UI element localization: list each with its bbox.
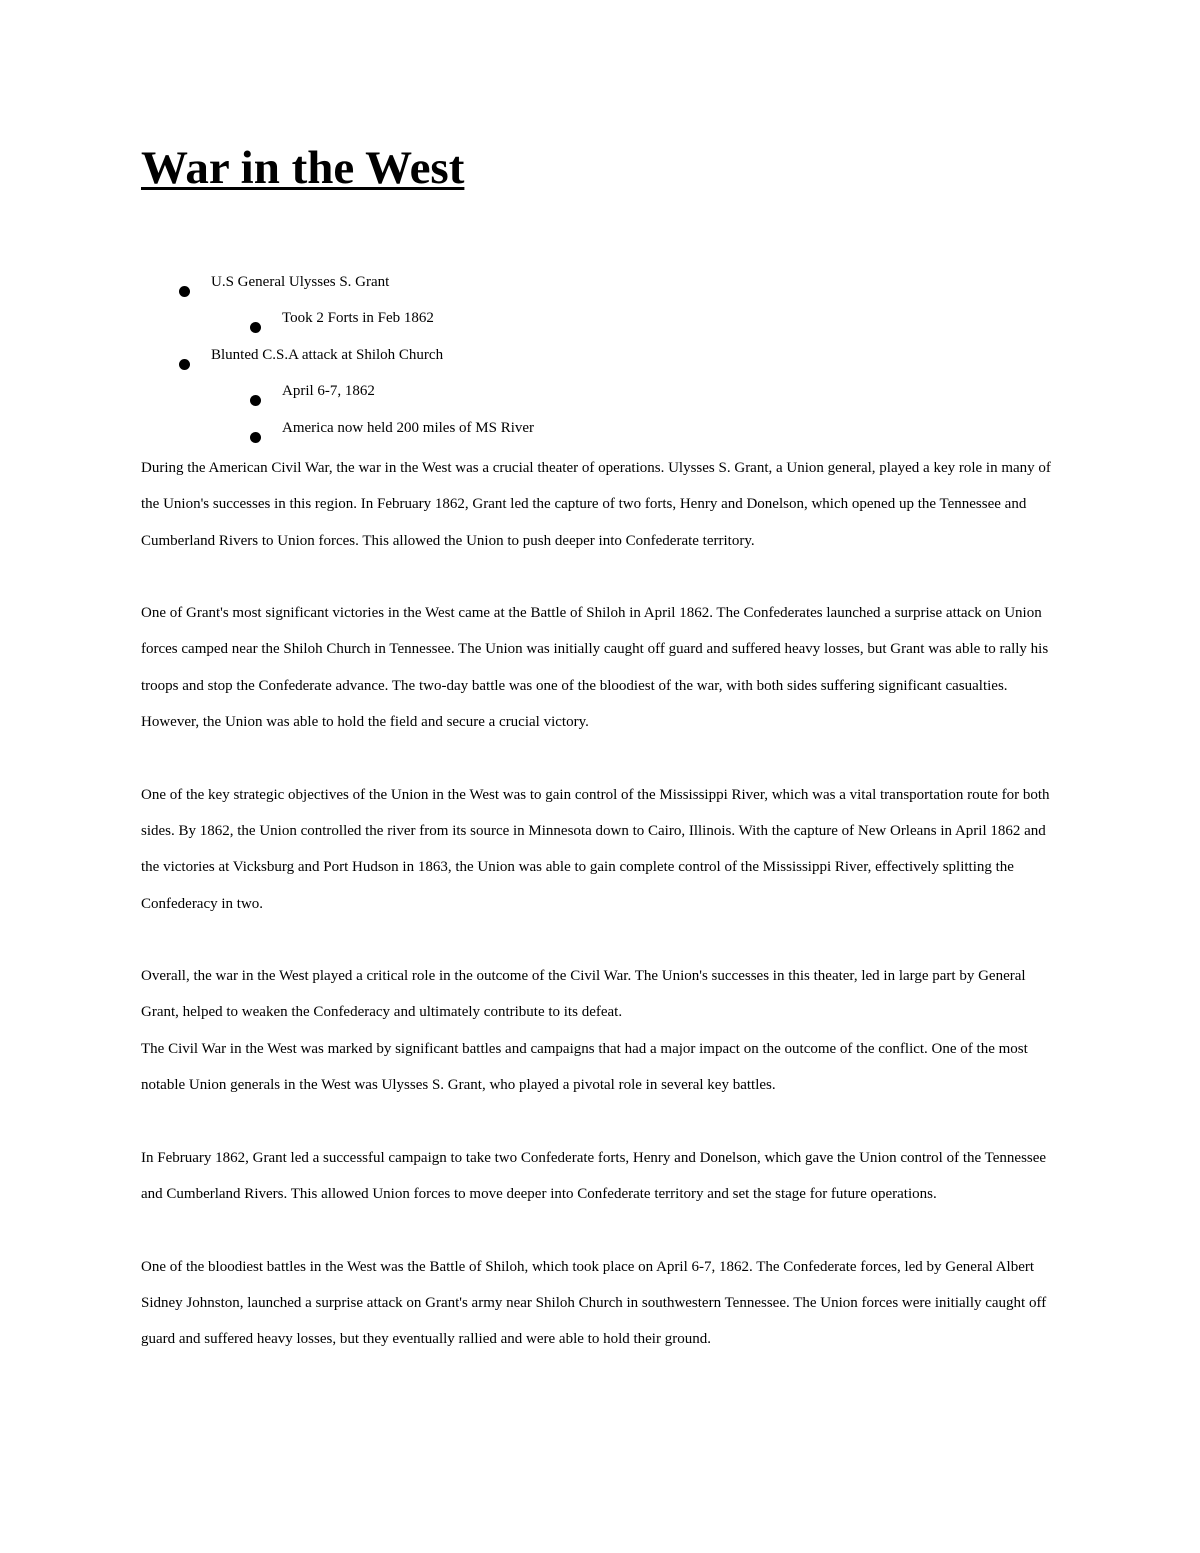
bullet-icon [250, 395, 261, 406]
list-item [141, 304, 1061, 340]
page-title: War in the West [141, 142, 465, 194]
list-item-text: America now held 200 miles of MS River [282, 419, 535, 436]
bullet-icon [179, 286, 190, 297]
list-item-text: April 6-7, 1862 [282, 383, 375, 400]
list-item [141, 414, 1061, 450]
paragraph: One of the bloodiest battles in the West was the Battle of Shiloh, which took place on April 6-7, 1862. The Confederate forces, led by General Albert Sidney Johnston, launched a surprise attack on Grant's army near Shiloh Church in southwestern Tennessee. The Union forces were initially caught off guard and suffered heavy losses, but they eventually rallied and were able to hold their ground. [141, 1258, 1047, 1348]
paragraph: One of the key strategic objectives of the Union in the West was to gain control of the Mississippi River, which was a vital transportation route for both sides. By 1862, the Union controlled the river from its source in Minnesota down to Cairo, Illinois. With the capture of New Orleans in April 1862 and the victories at Vicksburg and Port Hudson in 1863, the Union was able to gain complete control of the Mississippi River, effectively splitting the Confederacy in two. [141, 786, 1050, 912]
list-item [141, 377, 1061, 413]
bullet-icon [250, 322, 261, 333]
paragraph: Overall, the war in the West played a critical role in the outcome of the Civil War. The Union's successes in this theater, led in large part by General Grant, helped to weaken the Confederacy and ultimately contribute to its defeat. [141, 968, 1026, 1021]
paragraph: In February 1862, Grant led a successful campaign to take two Confederate forts, Henry and Donelson, which gave the Union control of the Tennessee and Cumberland Rivers. This allowed Union forces to move deeper into Confederate territory and set the stage for future operations. [141, 1149, 1047, 1202]
list-item-text: Blunted C.S.A attack at Shiloh Church [211, 346, 444, 363]
paragraph: The Civil War in the West was marked by significant battles and campaigns that had a major impact on the outcome of the conflict. One of the most notable Union generals in the West was Ulysses S. Grant, who played a pivotal role in several key battles. [141, 1040, 1028, 1094]
paragraph: One of Grant's most significant victories in the West came at the Battle of Shiloh in April 1862. The Confederates launched a surprise attack on Union forces camped near the Shiloh Church in Tennessee. The Union was initially caught off guard and suffered heavy losses, but Grant was able to rally his troops and stop the Confederate advance. The two-day battle was one of the bloodiest of the war, with both sides suffering significant casualties. However, the Union was able to hold the field and secure a crucial victory. [141, 605, 1049, 731]
list-item [141, 268, 1061, 304]
bullet-icon [179, 359, 190, 370]
body-text [141, 450, 1061, 1357]
paragraph: During the American Civil War, the war in the West was a crucial theater of operations. Ulysses S. Grant, a Union general, played a key role in many of the Union's successes in this region. In February 1862, Grant led the capture of two forts, Henry and Donelson, which opened up the Tennessee and Cumberland Rivers to Union forces. This allowed the Union to push deeper into Confederate territory. [141, 460, 1051, 549]
list-item [141, 341, 1061, 377]
outline-list [141, 268, 1061, 450]
list-item-text: U.S General Ulysses S. Grant [211, 274, 390, 290]
bullet-icon [250, 432, 261, 443]
list-item-text: Took 2 Forts in Feb 1862 [282, 310, 434, 327]
